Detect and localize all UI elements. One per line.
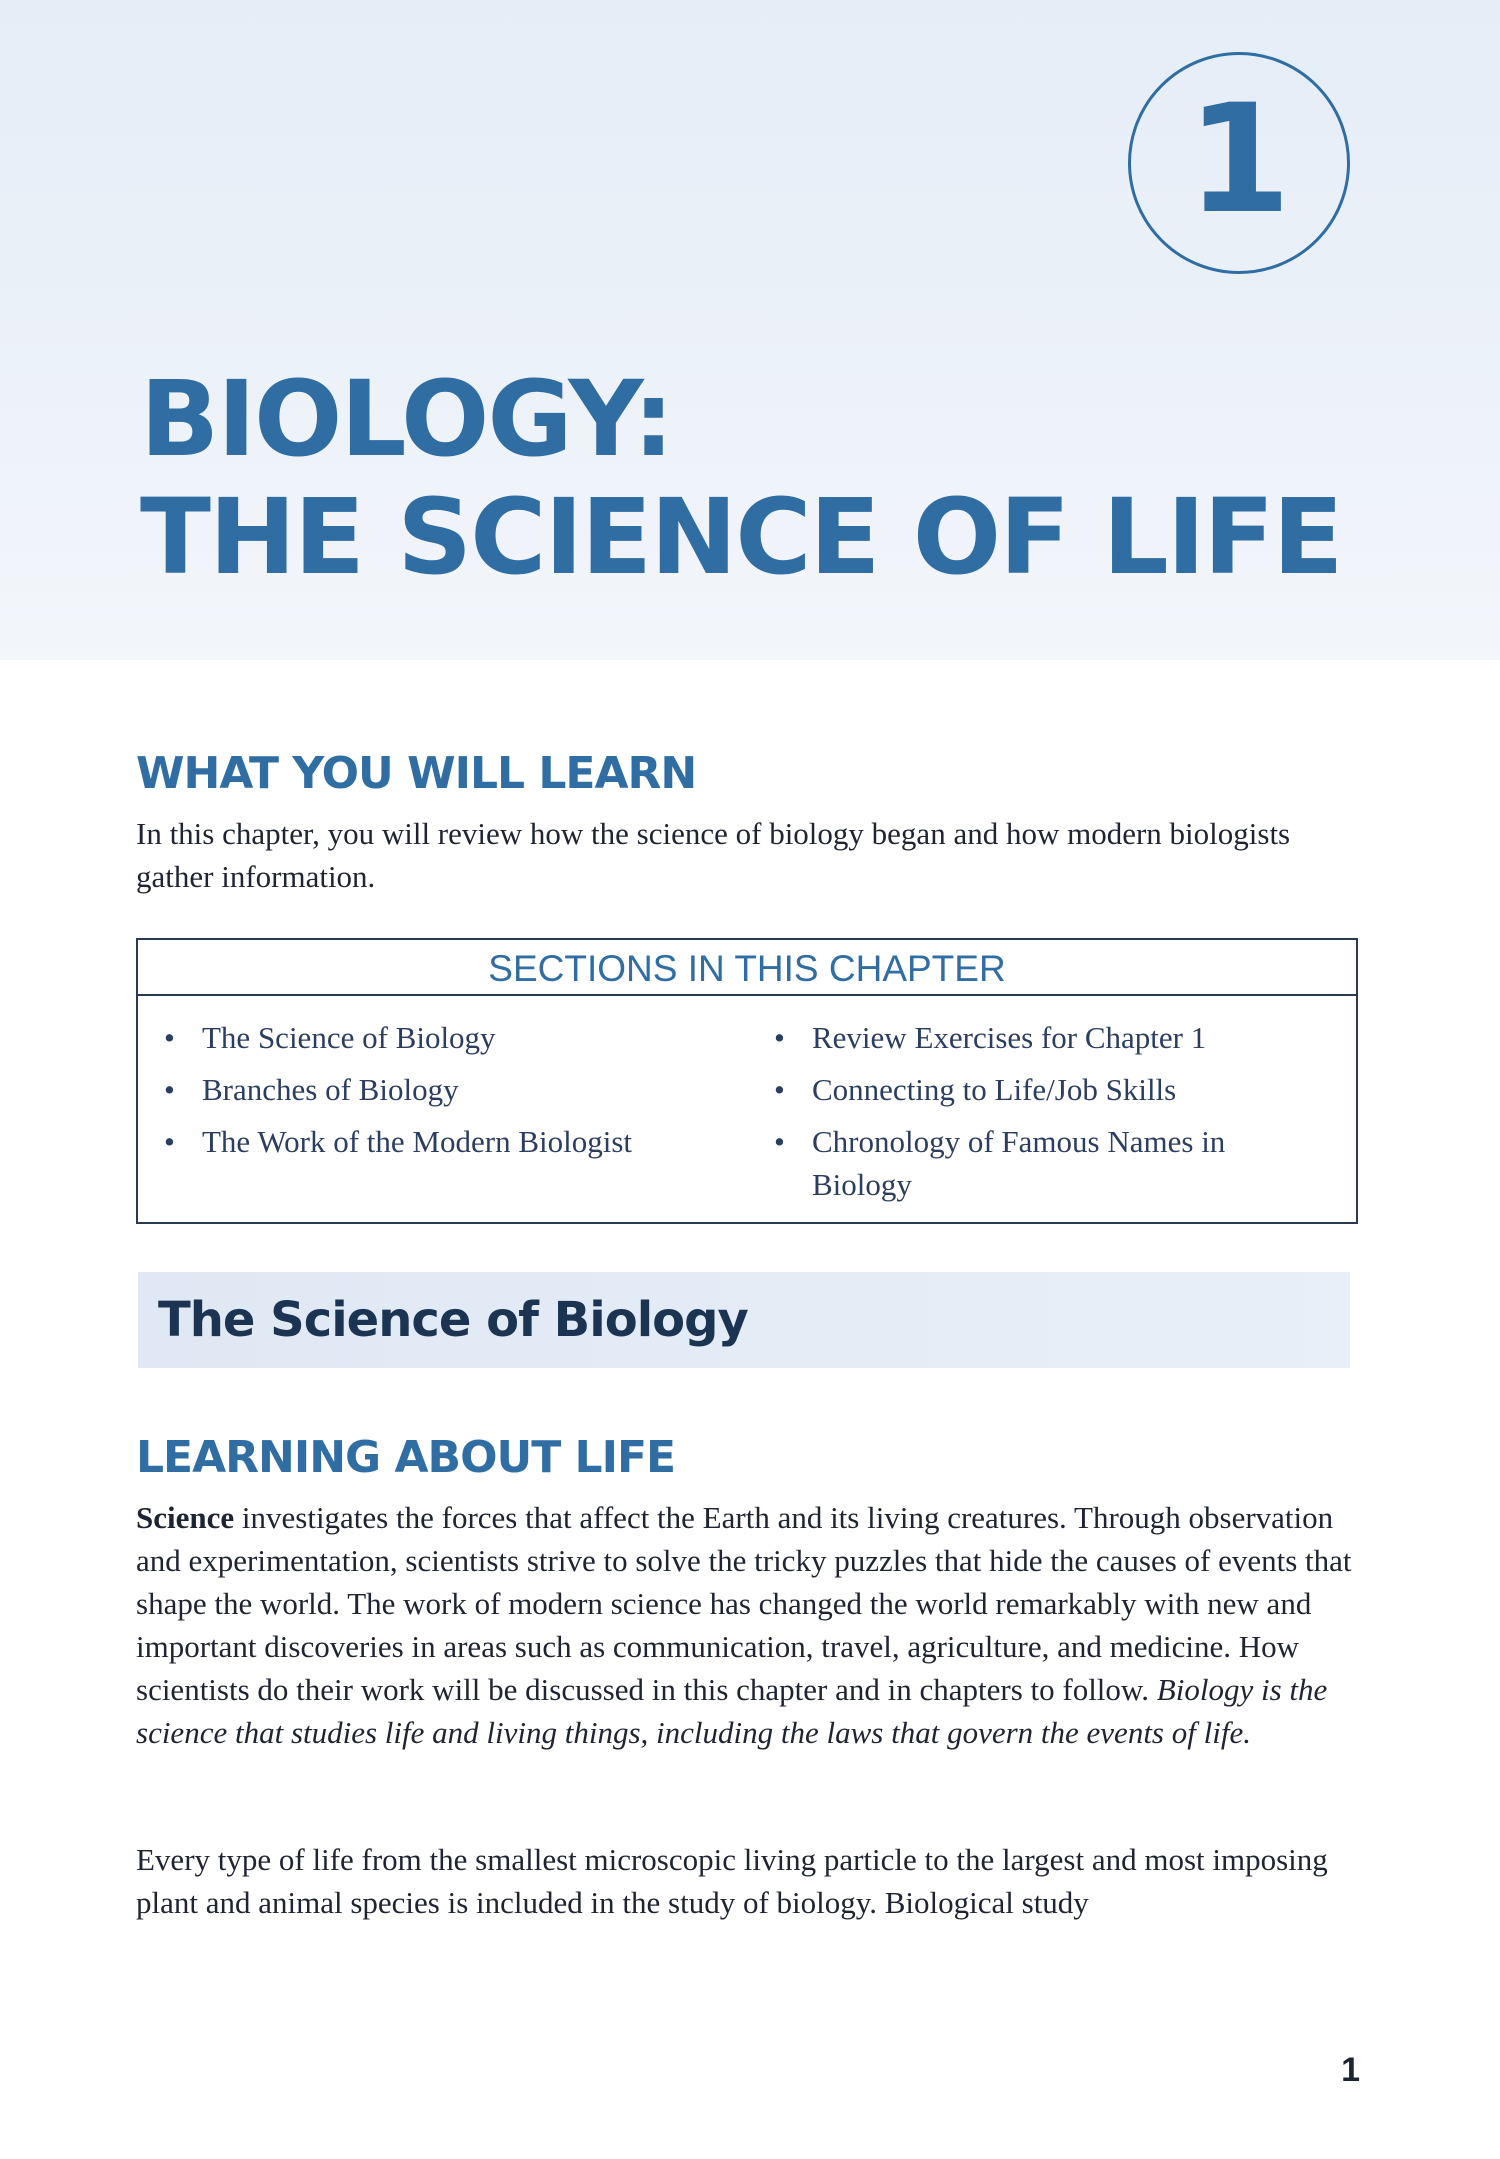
section-list-item-label: Chronology of Famous Names in Biology	[812, 1124, 1226, 1202]
section-list-item-label: The Science of Biology	[202, 1020, 496, 1055]
section-list-item	[160, 1064, 720, 1116]
sections-list-right	[770, 1012, 1330, 1206]
chapter-title	[140, 360, 1342, 596]
sections-heading: SECTIONS IN THIS CHAPTER	[138, 940, 1356, 996]
page-number: 1	[1341, 2051, 1360, 2089]
what-you-will-learn-heading: WHAT YOU WILL LEARN	[136, 748, 697, 799]
sections-in-this-chapter-box	[136, 938, 1358, 1224]
body-paragraph-1	[136, 1496, 1358, 1754]
body-paragraph-1-text: investigates the forces that affect the Earth and its living creatures. Through observation and experimentation, scientists strive to solve the tricky puzzles that hide the causes of events that shape the world. The work of modern science has changed the world remarkably with new and important discoveries in areas such as communication, travel, agriculture, and medicine. How scientists do their work will be discussed in this chapter and in chapters to follow.	[136, 1500, 1352, 1707]
chapter-title-line-1: BIOLOGY:	[140, 358, 673, 480]
chapter-number: 1	[1186, 73, 1292, 247]
bullet: •	[774, 1124, 785, 1159]
bullet: •	[774, 1020, 785, 1055]
section-list-item	[770, 1120, 1242, 1206]
body-paragraph-2: Every type of life from the smallest microscopic living particle to the largest and most imposing plant and animal species is included in the study of biology. Biological study	[136, 1842, 1328, 1920]
section-list-item-label: Branches of Biology	[202, 1072, 459, 1107]
bullet: •	[164, 1072, 175, 1107]
learning-about-life-heading: LEARNING ABOUT LIFE	[136, 1432, 676, 1483]
term-science: Science	[136, 1500, 235, 1535]
section-list-item-label: Connecting to Life/Job Skills	[812, 1072, 1177, 1107]
biology-definition: Biology is the science that studies life and living things, including the laws that govern the events of life.	[136, 1672, 1328, 1750]
chapter-title-line-2: THE SCIENCE OF LIFE	[140, 476, 1342, 598]
bullet: •	[164, 1020, 175, 1055]
section-list-item-label: The Work of the Modern Biologist	[202, 1124, 633, 1159]
chapter-number-badge	[1128, 52, 1350, 274]
sections-list-left	[160, 1012, 720, 1168]
bullet: •	[774, 1072, 785, 1107]
what-you-will-learn-text: In this chapter, you will review how the science of biology began and how modern biologists gather information.	[136, 816, 1291, 894]
section-list-item	[770, 1064, 1330, 1116]
section-list-item	[160, 1012, 720, 1064]
section-title: The Science of Biology	[158, 1292, 748, 1348]
section-list-item-label: Review Exercises for Chapter 1	[812, 1020, 1207, 1055]
section-list-item	[160, 1116, 720, 1168]
section-list-item	[770, 1012, 1330, 1064]
bullet: •	[164, 1124, 175, 1159]
